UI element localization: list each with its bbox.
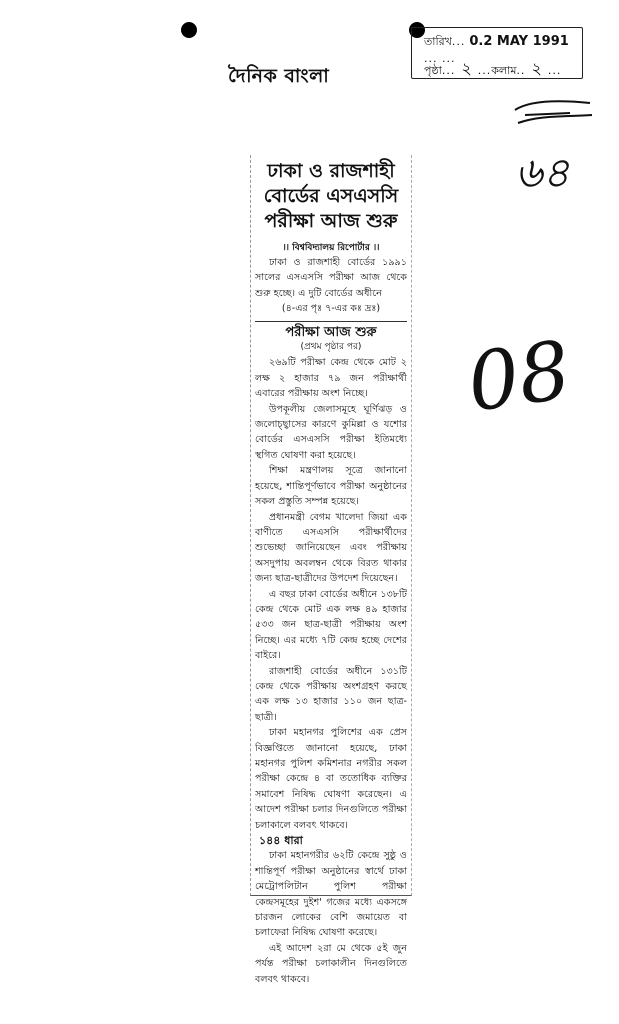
continued-note: (৪-এর পৃঃ ৭-এর কঃ দ্রঃ) <box>281 303 381 315</box>
paragraph: প্রধানমন্ত্রী বেগম খালেদা জিয়া এক বাণীতে এসএসসি পরীক্ষার্থীদের শুভেচ্ছা জানিয়েছেন এবং পরীক্ষায় অসদুপায় অবলম্বন থেকে বিরত থাকার জন্য ছাত্র-ছাত্রীদের উপদেশ দিয়েছেন। <box>255 511 407 585</box>
headline-line: ঢাকা ও রাজশাহী <box>267 160 395 182</box>
paragraph: উপকূলীয় জেলাসমূহে ঘূর্ণিঝড় ও জলোচ্ছ্বাসের কারণে কুমিল্লা ও যশোর বোর্ডের এসএসসি পরীক্ষা ইতিমধ্যে স্থগিত ঘোষণা করা হয়েছে। <box>255 403 407 461</box>
handwritten-large-number: 08 <box>462 323 576 430</box>
page-label: পৃষ্ঠা <box>424 64 442 77</box>
handwritten-scribble <box>510 95 595 135</box>
continued-from-note: (প্রথম পৃষ্ঠার পর) <box>300 342 362 353</box>
page-value: ২ <box>461 59 472 78</box>
headline <box>251 159 411 234</box>
column-label: কলাম <box>491 64 517 77</box>
column-value: ২ <box>531 59 542 78</box>
section-heading: ১৪৪ ধারা <box>259 834 303 848</box>
newspaper-masthead: দৈনিক বাংলা <box>228 65 330 87</box>
headline-line: বোর্ডের এসএসসি <box>263 185 399 207</box>
handwritten-number: ৬৪ <box>515 148 570 197</box>
archive-stamp: তারিখ... 0.2 MAY 1991 ... ... পৃষ্ঠা... ২ ...কলাম.. ২ ... <box>411 27 583 79</box>
paragraph: ২৬৯টি পরীক্ষা কেন্দ্র থেকে মোট ২ লক্ষ ২ হাজার ৭৯ জন পরীক্ষার্থী এবারের পরীক্ষায় অংশ নিচ্ছে। <box>255 357 407 400</box>
sub-headline: পরীক্ষা আজ শুরু <box>255 321 407 340</box>
news-clipping <box>250 155 412 985</box>
headline-line: পরীক্ষা আজ শুরু <box>264 210 398 232</box>
punch-hole <box>181 22 197 38</box>
paragraph: রাজশাহী বোর্ডের অধীনে ১৩১টি কেন্দ্র থেকে পরীক্ষায় অংশগ্রহণ করছে এক লক্ষ ১৩ হাজার ১১০ জন ছাত্র-ছাত্রী। <box>255 665 407 723</box>
paragraph: ঢাকা মহানগরীর ৬২টি কেন্দ্রে সুষ্ঠু ও শান্তিপূর্ণ পরীক্ষা অনুষ্ঠানের স্বার্থে ঢাকা মেট্রোপলিটান পুলিশ পরীক্ষা কেন্দ্রসমূহের দুইশ' গজের মধ্যে একসঙ্গে চারজন লোকের বেশি জমায়েত বা চলাফেরা নিষিদ্ধ ঘোষণা করেছে। <box>255 850 407 939</box>
lead-paragraph: ঢাকা ও রাজশাহী বোর্ডের ১৯৯১ সালের এসএসসি পরীক্ষা আজ থেকে শুরু হচ্ছে। এ দুটি বোর্ডের অধীনে <box>255 257 407 299</box>
paragraph: এই আদেশ ২রা মে থেকে ৫ই জুন পর্যন্ত পরীক্ষা চলাকালীন দিনগুলিতে বলবৎ থাকবে। <box>255 942 407 985</box>
paragraph: এ বছর ঢাকা বোর্ডের অধীনে ১৩৮টি কেন্দ্র থেকে মোট এক লক্ষ ৪৯ হাজার ৫৩৩ জন ছাত্র-ছাত্রী পরীক্ষায় অংশ নিচ্ছে। এর মধ্যে ৭টি কেন্দ্র হচ্ছে দেশের বাইরে। <box>255 588 407 662</box>
paragraph: ঢাকা মহানগর পুলিশের এক প্রেস বিজ্ঞপ্তিতে জানানো হয়েছে, ঢাকা মহানগর পুলিশ কমিশনার নগরীর সকল পরীক্ষা কেন্দ্রে ৪ বা ততোধিক ব্যক্তির সমাবেশ নিষিদ্ধ ঘোষণা করেছেন। এ আদেশ পরীক্ষা চলার দিনগুলিতে পরীক্ষা চলাকালে বলবৎ থাকবে। <box>255 727 407 831</box>
date-label: তারিখ <box>424 35 452 48</box>
byline: ।। বিশ্ববিদ্যালয় রিপোর্টার ।। <box>282 243 380 253</box>
paragraph: শিক্ষা মন্ত্রণালয় সূত্রে জানানো হয়েছে, শান্তিপূর্ণভাবে পরীক্ষা অনুষ্ঠানের সকল প্রস্তুতি সম্পন্ন হয়েছে। <box>255 465 407 508</box>
date-value: 0.2 MAY 1991 <box>469 34 569 49</box>
